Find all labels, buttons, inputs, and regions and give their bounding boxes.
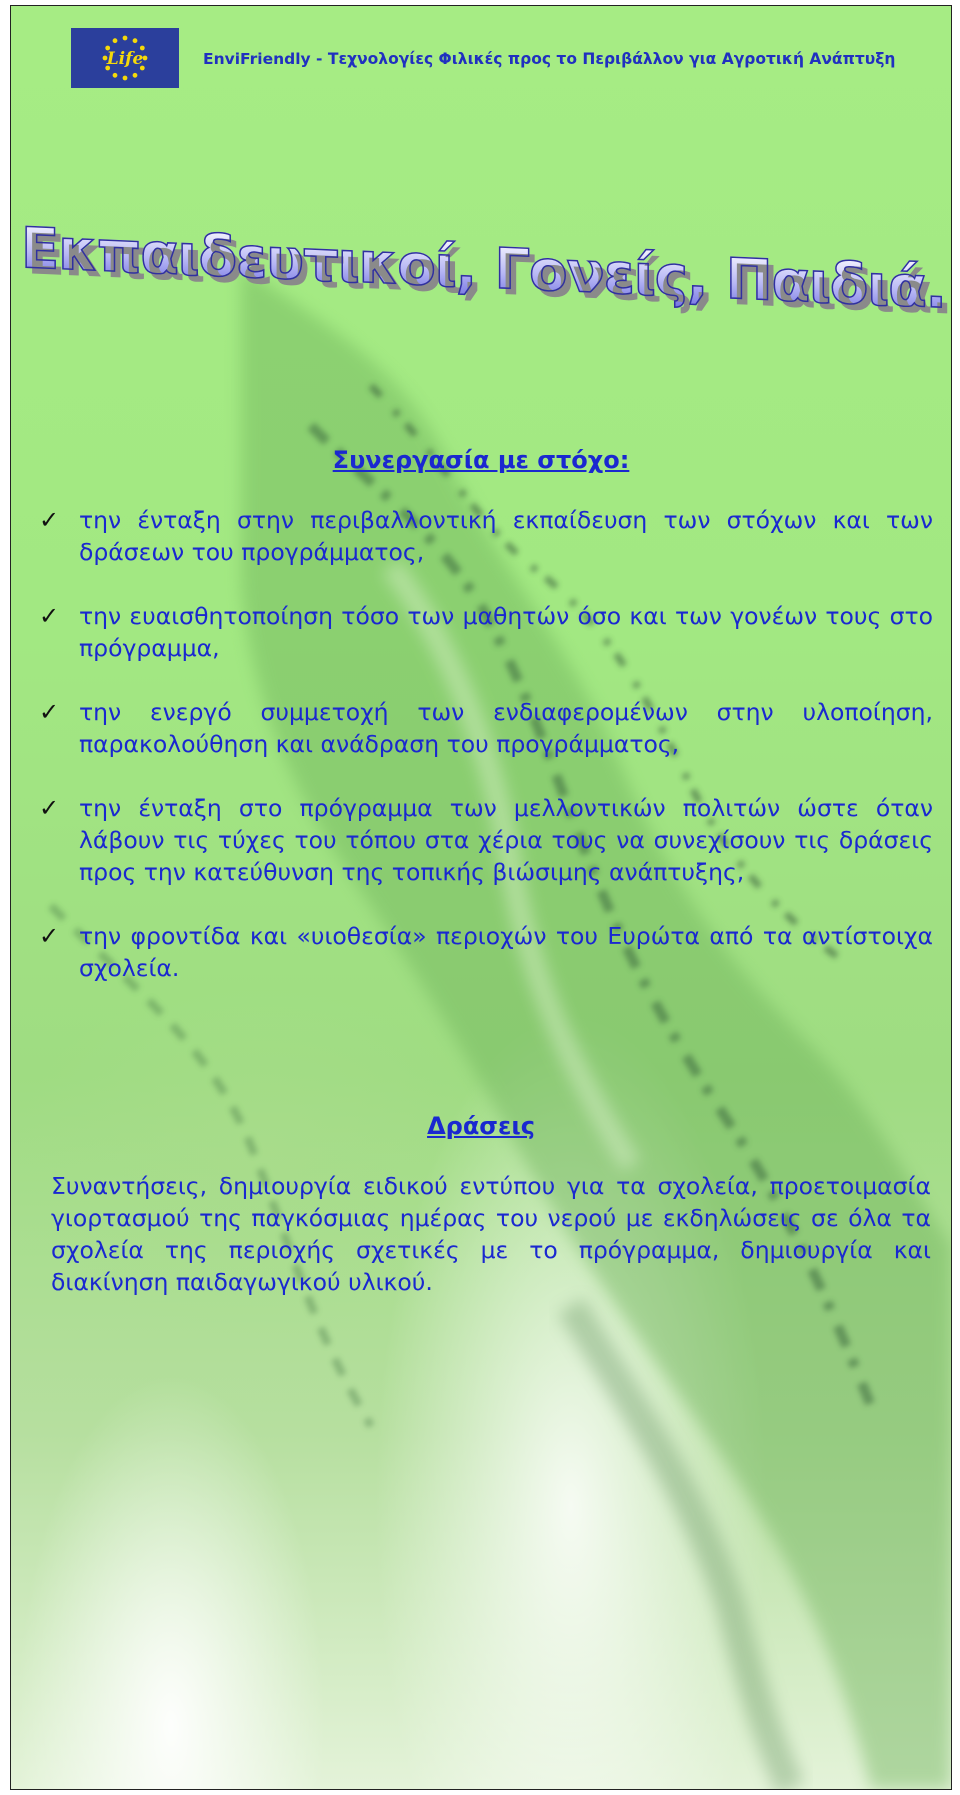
actions-paragraph: Συναντήσεις, δημιουργία ειδικού εντύπου για τα σχολεία, προετοιμασία γιορτασμού της παγκόσμιας ημέρας του νερού με εκδηλώσεις σε όλα τα σχολεία της περιοχής σχετικές με το πρόγραμμα, δημιουργία και διακίνηση παιδαγωγικού υλικού.	[51, 1172, 931, 1296]
goal-text: την ένταξη στο πρόγραμμα των μελλοντικών πολιτών ώστε όταν λάβουν τις τύχες του τόπου στα χέρια τους να συνεχίσουν τις δράσεις προς την κατεύθυνση της τοπικής βιώσιμης ανάπτυξης,	[79, 794, 933, 886]
poster	[10, 5, 952, 1790]
checkmark-icon: ✓	[39, 794, 60, 822]
goal-text: την ένταξη στην περιβαλλοντική εκπαίδευση των στόχων και των δράσεων του προγράμματος,	[79, 506, 933, 566]
goal-text: την ενεργό συμμετοχή των ενδιαφερομένων στην υλοποίηση, παρακολούθηση και ανάδραση του προγράμματος,	[79, 698, 933, 758]
eu-stars-icon	[71, 28, 179, 88]
goal-item	[29, 920, 933, 984]
logo-life-text: Life	[106, 49, 144, 69]
cooperation-goals-list	[29, 504, 933, 1016]
actions-heading: Δράσεις	[427, 1112, 535, 1140]
checkmark-icon: ✓	[39, 922, 60, 950]
goal-item	[29, 792, 933, 888]
goal-item	[29, 504, 933, 568]
cooperation-heading: Συνεργασία με στόχο:	[332, 446, 630, 474]
goal-text: την φροντίδα και «υιοθεσία» περιοχών του Ευρώτα από τα αντίστοιχα σχολεία.	[79, 922, 933, 982]
eu-life-logo	[71, 28, 179, 88]
checkmark-icon: ✓	[39, 698, 60, 726]
goal-item	[29, 600, 933, 664]
header-title: EnviFriendly - Τεχνολογίες Φιλικές προς το Περιβάλλον για Αγροτική Ανάπτυξη	[203, 50, 896, 68]
checkmark-icon: ✓	[39, 506, 60, 534]
goal-text: την ευαισθητοποίηση τόσο των μαθητών όσο και των γονέων τους στο πρόγραμμα,	[79, 602, 933, 662]
goal-item	[29, 696, 933, 760]
checkmark-icon: ✓	[39, 602, 60, 630]
main-title-text: Εκπαιδευτικοί, Γονείς, Παιδιά.	[21, 216, 946, 322]
